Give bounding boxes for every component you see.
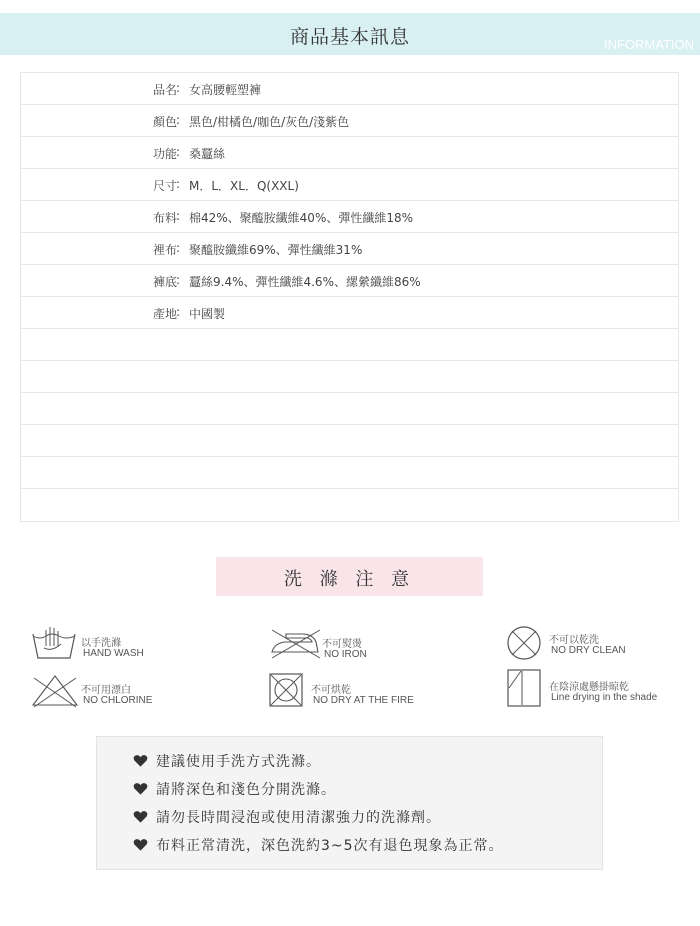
care-zh: 不可烘乾 — [311, 685, 351, 696]
care-no-chlorine — [30, 674, 190, 710]
line-dry-shade-icon — [506, 668, 542, 708]
spec-row-empty — [21, 361, 678, 393]
spec-label: 品名 — [153, 83, 178, 97]
care-zh: 不可用漂白 — [81, 685, 131, 696]
spec-value: 女高腰輕塑褲 — [189, 83, 262, 97]
spec-value: 桑蠶絲 — [189, 147, 226, 161]
spec-row-empty — [21, 329, 678, 361]
care-en: NO CHLORINE — [83, 695, 153, 706]
care-en: NO IRON — [324, 649, 367, 660]
spec-value: 棉42%、聚醯胺纖維40%、彈性纖維18% — [189, 211, 414, 225]
spec-label: 裡布 — [153, 243, 178, 257]
spec-value: 蠶絲9.4%、彈性纖維4.6%、縲縈纖維86% — [189, 275, 421, 289]
spec-row — [21, 137, 678, 169]
spec-row-empty — [21, 489, 678, 521]
note-item — [133, 751, 321, 771]
note-item — [133, 835, 504, 855]
spec-row-empty — [21, 393, 678, 425]
spec-label: 尺寸 — [153, 179, 178, 193]
spec-separator: : — [176, 177, 181, 191]
hand-wash-icon — [30, 624, 78, 664]
note-text: 請勿長時間浸泡或使用清潔強力的洗滌劑。 — [156, 810, 441, 826]
care-en: NO DRY AT THE FIRE — [313, 695, 414, 706]
note-text: 布料正常清洗，深色洗約3~5次有退色現象為正常。 — [156, 838, 504, 854]
care-en: HAND WASH — [83, 648, 144, 659]
care-line-dry-shade — [506, 668, 676, 708]
spec-separator: : — [176, 145, 181, 159]
note-item — [133, 779, 336, 799]
info-header — [0, 13, 700, 55]
care-zh: 以手洗滌 — [81, 638, 121, 649]
note-item — [133, 807, 441, 827]
no-dry-clean-icon — [506, 625, 542, 661]
spec-separator: : — [176, 241, 181, 255]
spec-row — [21, 233, 678, 265]
spec-separator: : — [176, 81, 181, 95]
spec-value: 聚醯胺纖維69%、彈性纖維31% — [189, 243, 363, 257]
wash-title: 洗 滌 注 意 — [283, 569, 416, 590]
spec-value: M．L．XL．Q(XXL) — [189, 179, 299, 193]
care-no-dry-clean — [506, 625, 646, 661]
care-no-iron — [268, 628, 408, 664]
no-tumble-dry-icon — [268, 672, 304, 708]
spec-value: 中國製 — [189, 307, 226, 321]
heart-icon — [133, 754, 148, 768]
note-text: 建議使用手洗方式洗滌。 — [156, 754, 321, 770]
note-text: 請將深色和淺色分開洗滌。 — [156, 782, 336, 798]
heart-icon — [133, 810, 148, 824]
care-no-tumble-dry — [268, 672, 428, 708]
spec-label: 功能 — [153, 147, 178, 161]
spec-label: 產地 — [153, 307, 178, 321]
spec-separator: : — [176, 113, 181, 127]
info-title: 商品基本訊息 — [289, 26, 410, 48]
care-zh: 不可以乾洗 — [549, 635, 599, 646]
spec-label: 褲底 — [153, 275, 178, 289]
care-en: Line drying in the shade — [551, 692, 658, 703]
spec-row — [21, 201, 678, 233]
wash-banner — [216, 557, 483, 596]
spec-row — [21, 105, 678, 137]
spec-separator: : — [176, 305, 181, 319]
spec-row — [21, 169, 678, 201]
no-chlorine-icon — [30, 674, 80, 708]
spec-label: 布料 — [153, 211, 178, 225]
care-notes-box — [96, 736, 603, 870]
info-subtitle: INFORMATION — [603, 37, 694, 52]
spec-table — [20, 72, 679, 522]
spec-row — [21, 265, 678, 297]
spec-row — [21, 73, 678, 105]
spec-separator: : — [176, 273, 181, 287]
heart-icon — [133, 838, 148, 852]
spec-row-empty — [21, 425, 678, 457]
spec-separator: : — [176, 209, 181, 223]
care-en: NO DRY CLEAN — [551, 645, 626, 656]
spec-row — [21, 297, 678, 329]
heart-icon — [133, 782, 148, 796]
no-iron-icon — [268, 628, 324, 660]
spec-label: 顏色 — [153, 115, 178, 129]
care-zh: 不可熨燙 — [322, 639, 362, 650]
care-hand-wash — [30, 624, 190, 664]
spec-row-empty — [21, 457, 678, 489]
care-zh: 在陰涼處懸掛晾乾 — [549, 682, 629, 693]
spec-value: 黑色/柑橘色/咖色/灰色/淺紫色 — [189, 115, 350, 129]
